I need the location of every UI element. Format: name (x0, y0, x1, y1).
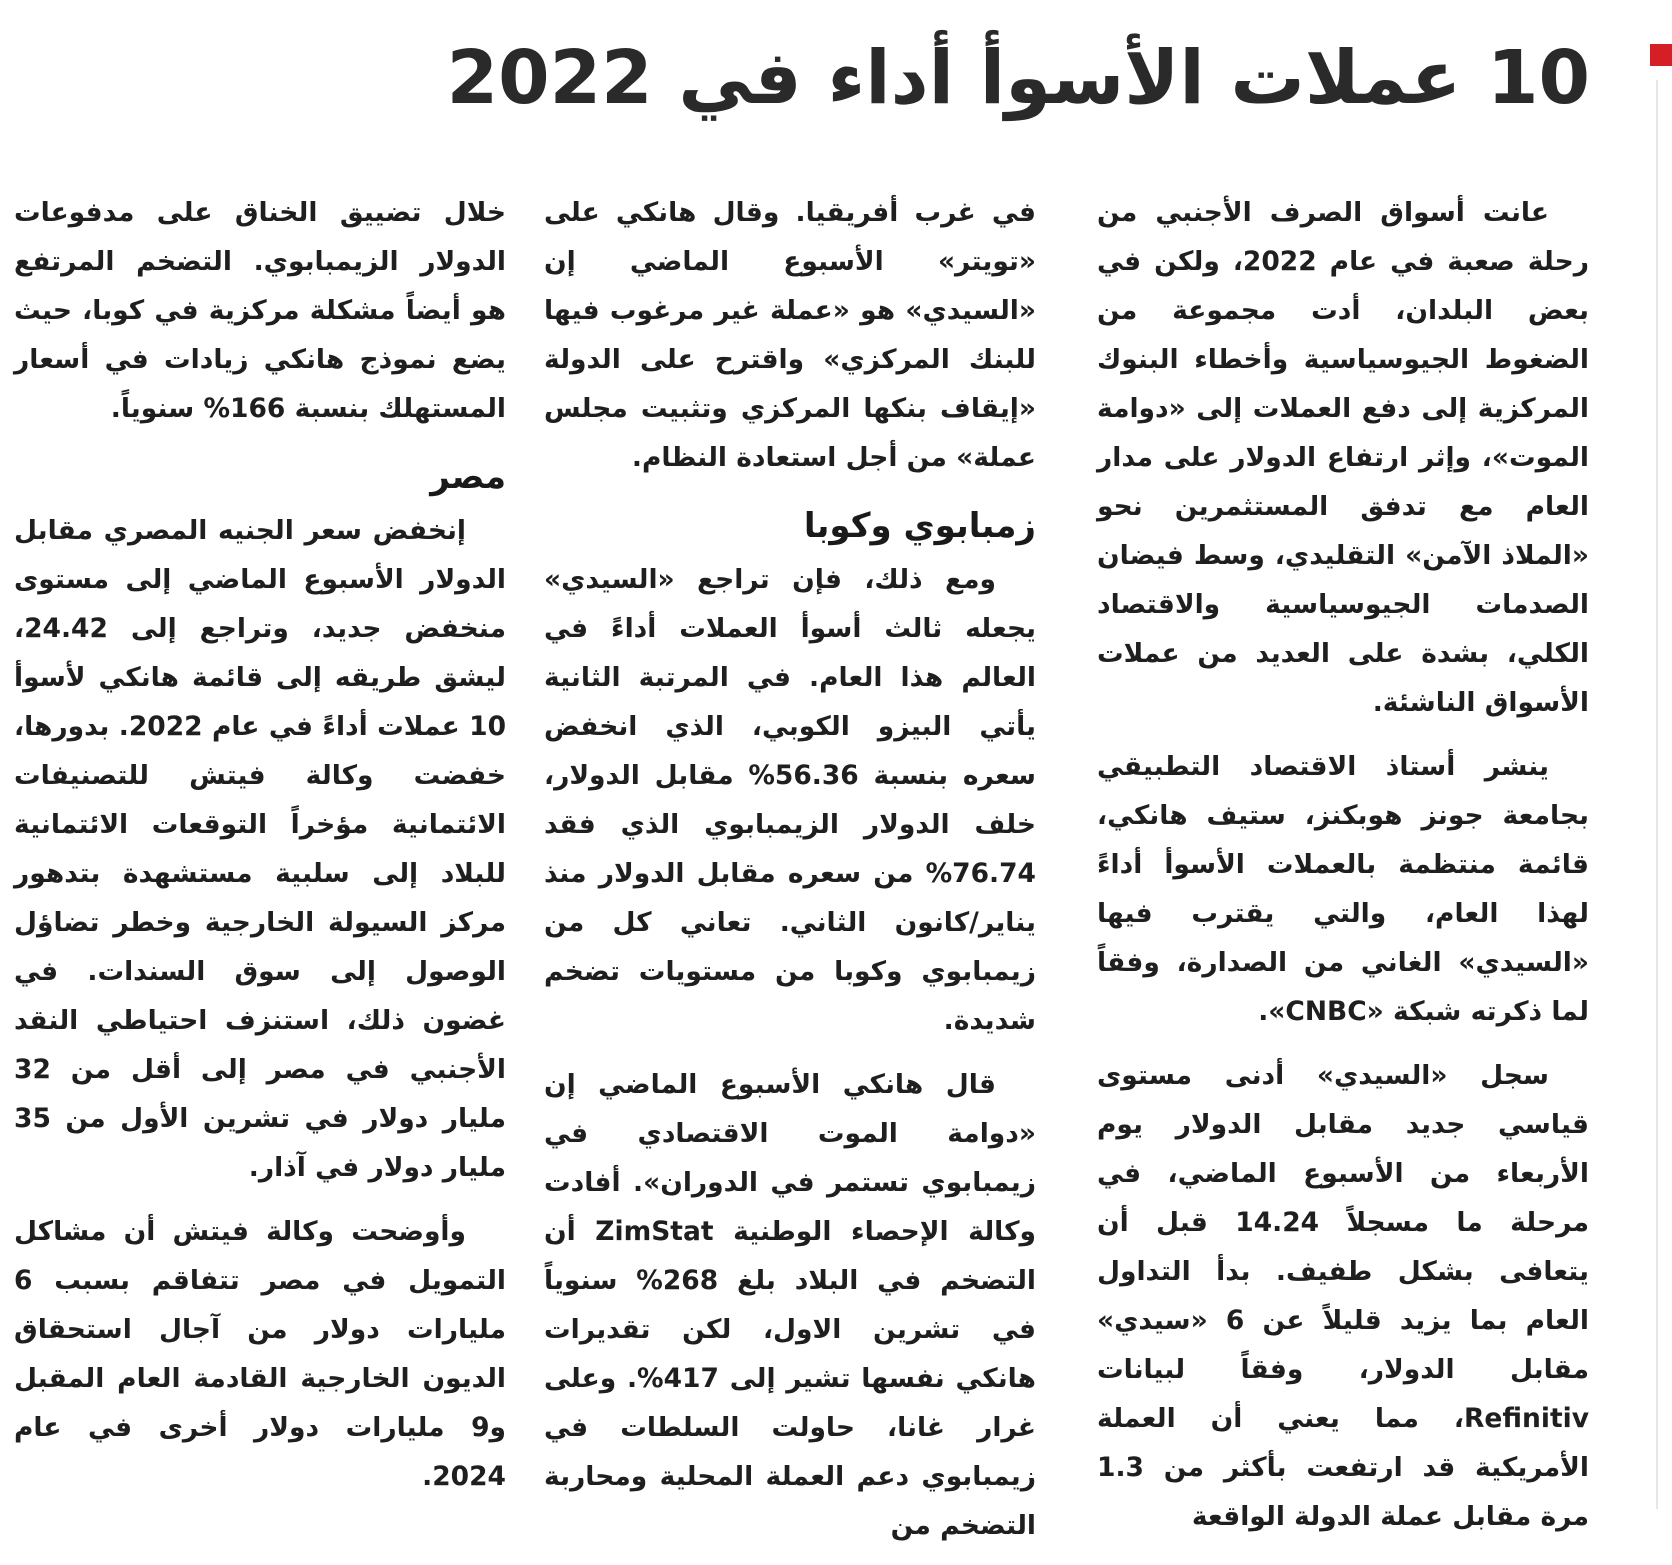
article-paragraph-continuation: خلال تضييق الخناق على مدفوعات الدولار الزيمبابوي. التضخم المرتفع هو أيضاً مشكلة مركزية في كوبا، حيث يضع نموذج هانكي زيادات في أسعار المستهلك بنسبة 166% سنوياً. (14, 197, 506, 424)
article-paragraph: ينشر أستاذ الاقتصاد التطبيقي بجامعة جونز هوبكنز، ستيف هانكي، قائمة منتظمة بالعملات الأسوأ أداءً لهذا العام، والتي يقترب فيها «السيدي» الغاني من الصدارة، وفقاً لما ذكرته شبكة «CNBC». (1097, 751, 1589, 1027)
article-paragraph: سجل «السيدي» أدنى مستوى قياسي جديد مقابل الدولار يوم الأربعاء من الأسبوع الماضي، في مرحلة ما مسجلاً 14.24 قبل أن يتعافى بشكل طفيف. بدأ التداول العام بما يزيد قليلاً عن 6 «سيدي» مقابل الدولار، وفقاً لبيانات Refinitiv، مما يعني أن العملة الأمريكية قد ارتفعت بأكثر من 1.3 مرة مقابل عملة الدولة الواقعة (1097, 1060, 1589, 1532)
article-paragraph: عانت أسواق الصرف الأجنبي من رحلة صعبة في عام 2022، ولكن في بعض البلدان، أدت مجموعة من الضغوط الجيوسياسية وأخطاء البنوك المركزية إلى دفع العملات إلى «دوامة الموت»، وإثر ارتفاع الدولار على مدار العام مع تدفق المستثمرين نحو «الملاذ الآمن» التقليدي، وسط فيضان الصدمات الجيوسياسية والاقتصاد الكلي، بشدة على العديد من عملات الأسواق الناشئة. (1097, 197, 1589, 718)
article-paragraph-continuation: في غرب أفريقيا. وقال هانكي على «تويتر» الأسبوع الماضي إن «السيدي» هو «عملة غير مرغوب فيها للبنك المركزي» واقترح على الدولة «إيقاف بنكها المركزي وتثبيت مجلس عملة» من أجل استعادة النظام. (544, 197, 1036, 473)
section-heading-zimbabwe-cuba: زمبابوي وكوبا (803, 506, 1036, 546)
section-heading-egypt: مصر (430, 457, 506, 497)
article-paragraph: إنخفض سعر الجنيه المصري مقابل الدولار الأسبوع الماضي إلى مستوى منخفض جديد، وتراجع إلى 24.42، ليشق طريقه إلى قائمة هانكي لأسوأ 10 عملات أداءً في عام 2022. بدورها، خفضت وكالة فيتش للتصنيفات الائتمانية مؤخراً التوقعات الائتمانية للبلاد إلى سلبية مستشهدة بتدهور مركز السيولة الخارجية وخطر تضاؤل الوصول إلى سوق السندات. في غضون ذلك، استنزف احتياطي النقد الأجنبي في مصر إلى أقل من 32 مليار دولار في تشرين الأول من 35 مليار دولار في آذار. (14, 515, 507, 1183)
article-column-right (1097, 188, 1589, 1556)
article-paragraph: ومع ذلك، فإن تراجع «السيدي» يجعله ثالث أسوأ العملات أداءً في العالم هذا العام. في المرتبة الثانية يأتي البيزو الكوبي، الذي انخفض سعره بنسبة 56.36% مقابل الدولار، خلف الدولار الزيمبابوي الذي فقد 76.74% من سعره مقابل الدولار منذ يناير/كانون الثاني. تعاني كل من زيمبابوي وكوبا من مستويات تضخم شديدة. (544, 564, 1036, 1036)
article-column-middle (544, 188, 1036, 1565)
article-column-left (14, 188, 506, 1516)
page-edge-rule (1656, 80, 1658, 1509)
article-paragraph: قال هانكي الأسبوع الماضي إن «دوامة الموت الاقتصادي في زيمبابوي تستمر في الدوران». أفادت وكالة الإحصاء الوطنية ZimStat أن التضخم في البلاد بلغ 268% سنوياً في تشرين الاول، لكن تقديرات هانكي نفسها تشير إلى 417%. وعلى غرار غانا، حاولت السلطات في زيمبابوي دعم العملة المحلية ومحاربة التضخم من (544, 1069, 1037, 1541)
article-paragraph: وأوضحت وكالة فيتش أن مشاكل التمويل في مصر تتفاقم بسبب 6 مليارات دولار من آجال استحقاق الديون الخارجية القادمة العام المقبل و9 مليارات دولار أخرى في عام 2024. (14, 1216, 506, 1492)
red-corner-marker (1650, 44, 1672, 66)
article-title: 10 عملات الأسوأ أداء في 2022 (446, 35, 1590, 121)
